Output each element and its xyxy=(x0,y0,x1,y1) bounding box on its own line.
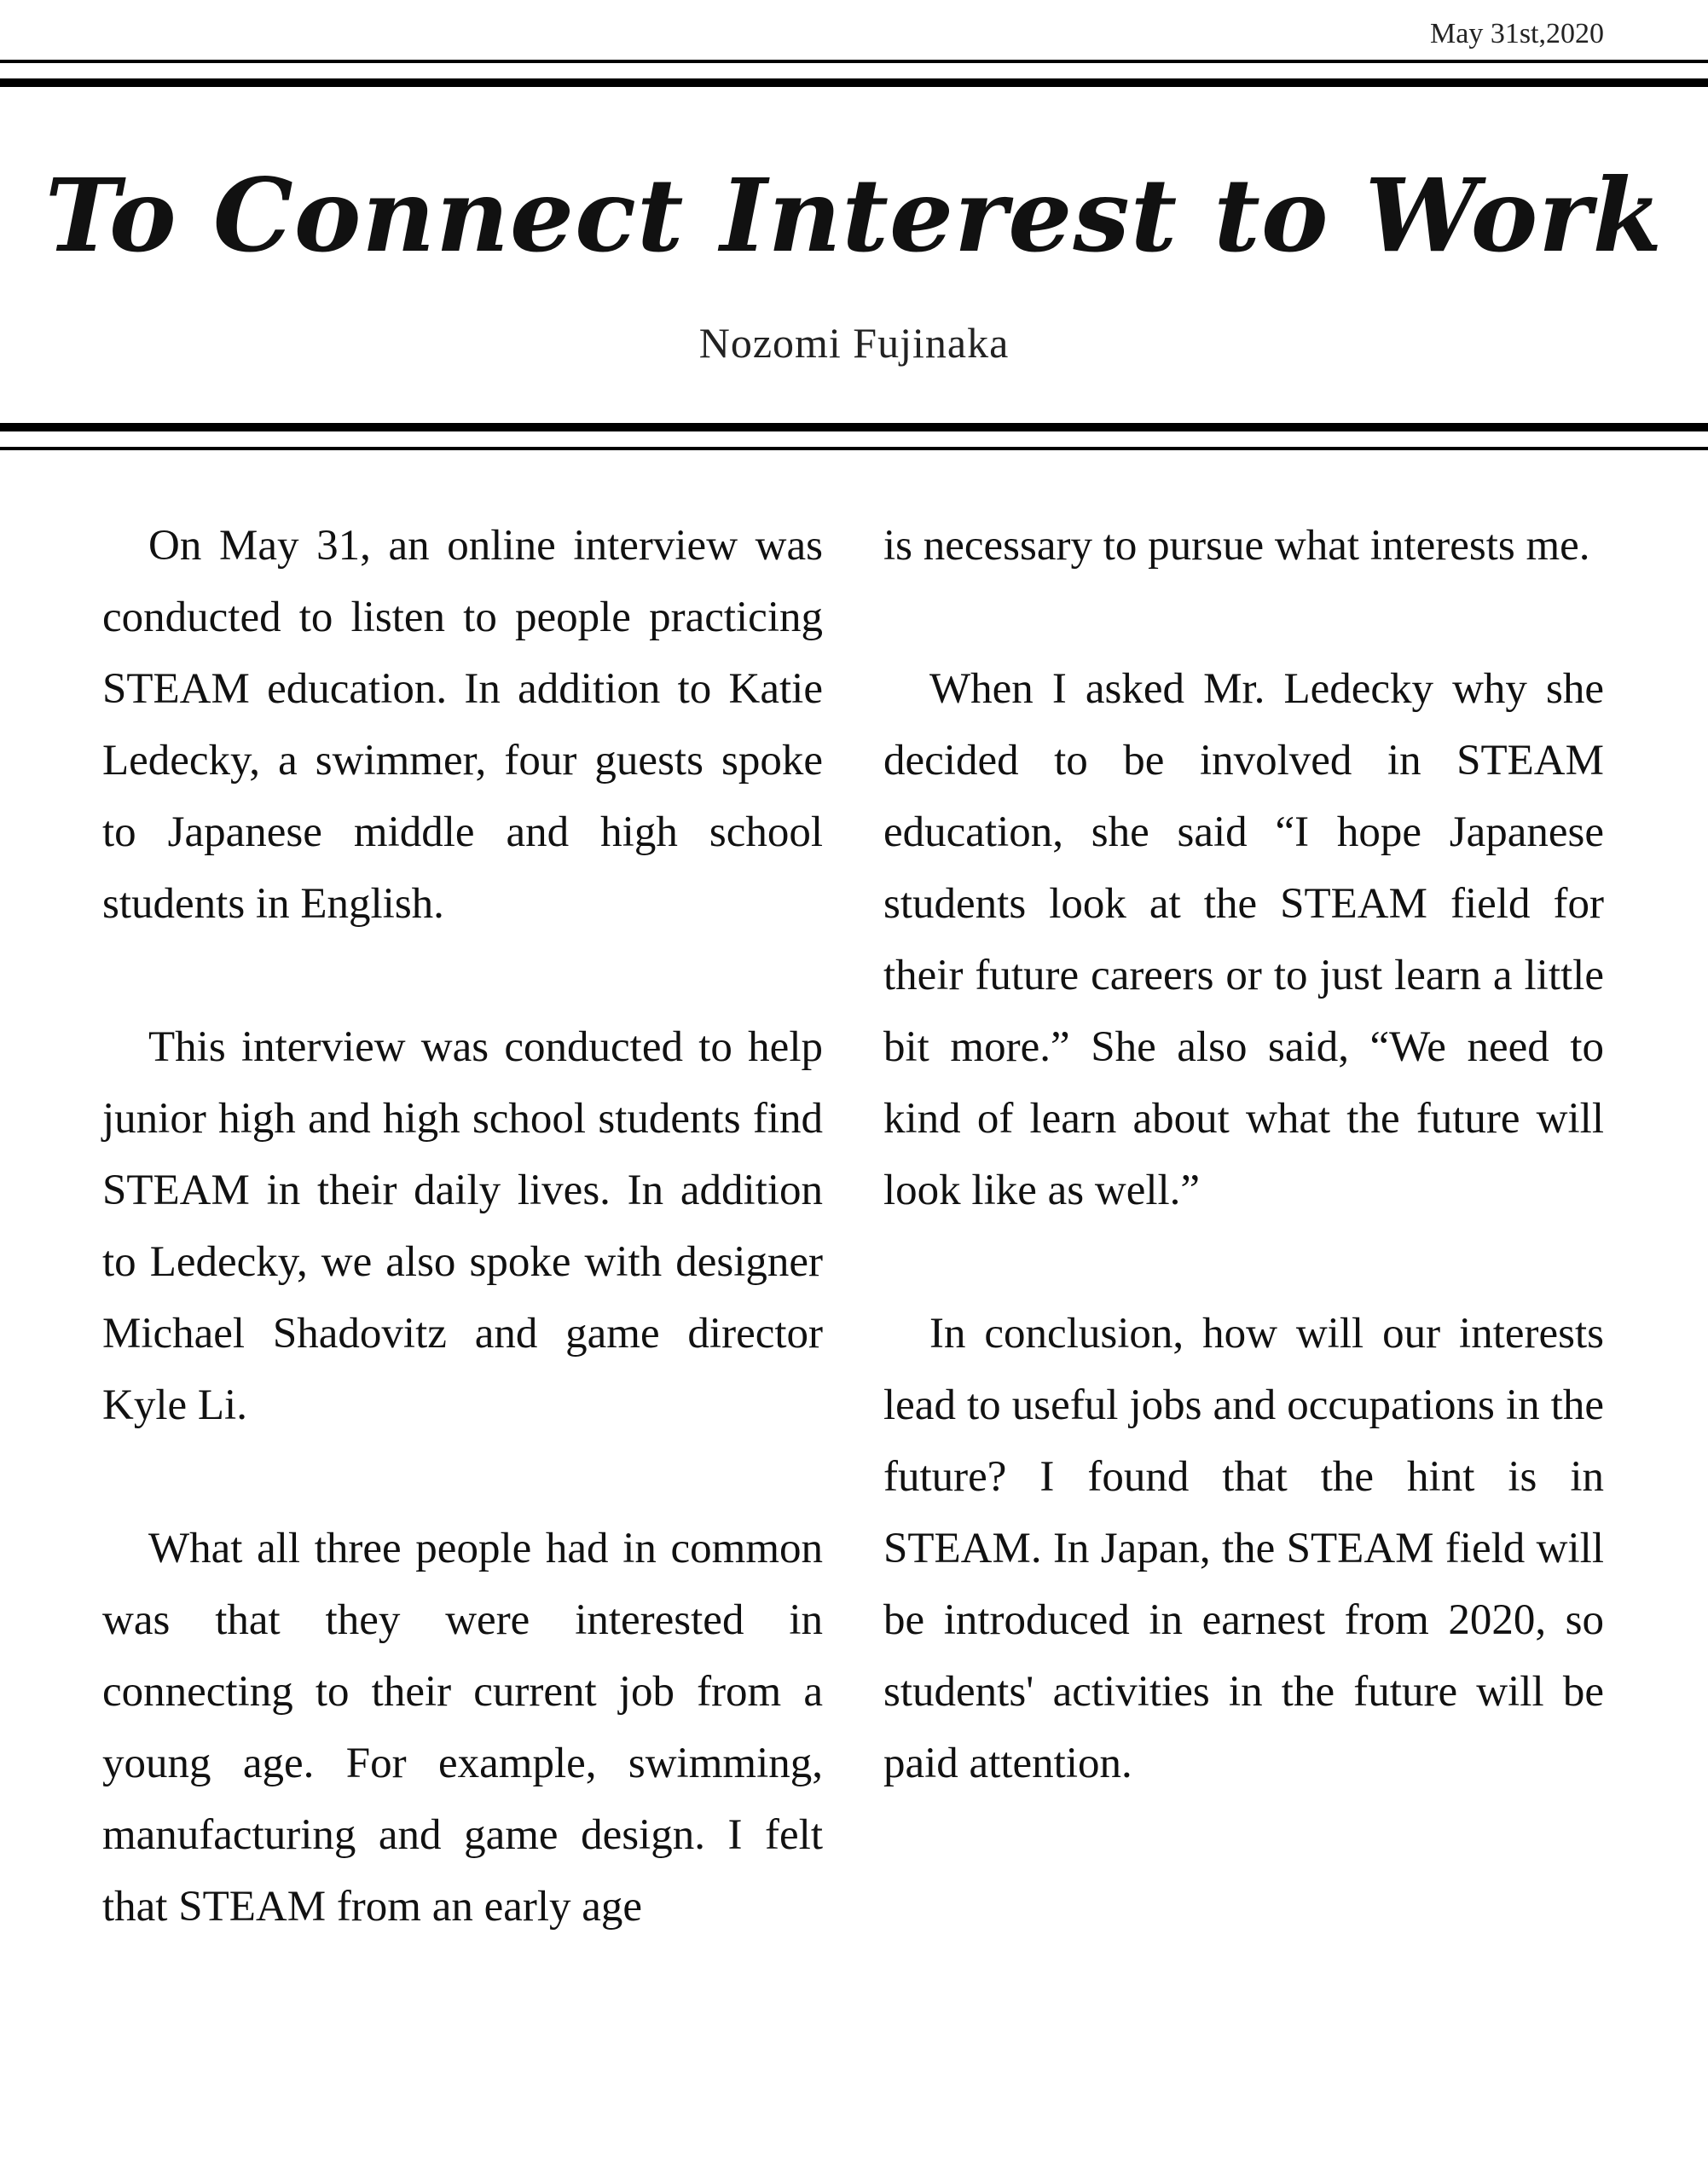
top-divider-thick xyxy=(0,78,1708,87)
paragraph-conclusion: In conclusion, how will our interests lead to useful jobs and occupations in the future? I found that the hint is in STEAM. In Japan, the STEAM field will be introduced in earnest from 2020, so students' activities in the future will be paid attention. xyxy=(883,1310,1604,1787)
article-column-right xyxy=(883,510,1604,1871)
paragraph-ledecky-quote: When I asked Mr. Ledecky why she decided to be involved in STEAM education, she said “I hope Japanese students look at the STEAM field for their future careers or to just learn a little bit more.” She also said, “We need to kind of learn about what the future will look like as well.” xyxy=(883,665,1604,1214)
paragraph-common-trait: What all three people had in common was that they were interested in connecting to their current job from a young age. For example, swimming, manufacturing and game design. I felt that STEAM from an early age xyxy=(102,1525,823,1931)
publication-date: May 31st,2020 xyxy=(1430,18,1604,49)
paragraph-interview-intro: On May 31, an online interview was conducted to listen to people practicing STEAM education. In addition to Katie Ledecky, a swimmer, four guests spoke to Japanese middle and high school students in English. xyxy=(102,522,823,928)
paragraph-continuation: is necessary to pursue what interests me. xyxy=(883,522,1590,570)
bottom-divider-thin xyxy=(0,447,1708,450)
bottom-divider-thick xyxy=(0,423,1708,431)
article-author: Nozomi Fujinaka xyxy=(698,319,1010,367)
article-column-left xyxy=(102,510,823,2014)
paragraph-interview-purpose: This interview was conducted to help junior high and high school students find STEAM in their daily lives. In addition to Ledecky, we also spoke with designer Michael Shadovitz and game director Kyle Li. xyxy=(102,1023,823,1429)
article-title: To Connect Interest to Work xyxy=(44,156,1664,275)
top-divider-thin xyxy=(0,60,1708,63)
